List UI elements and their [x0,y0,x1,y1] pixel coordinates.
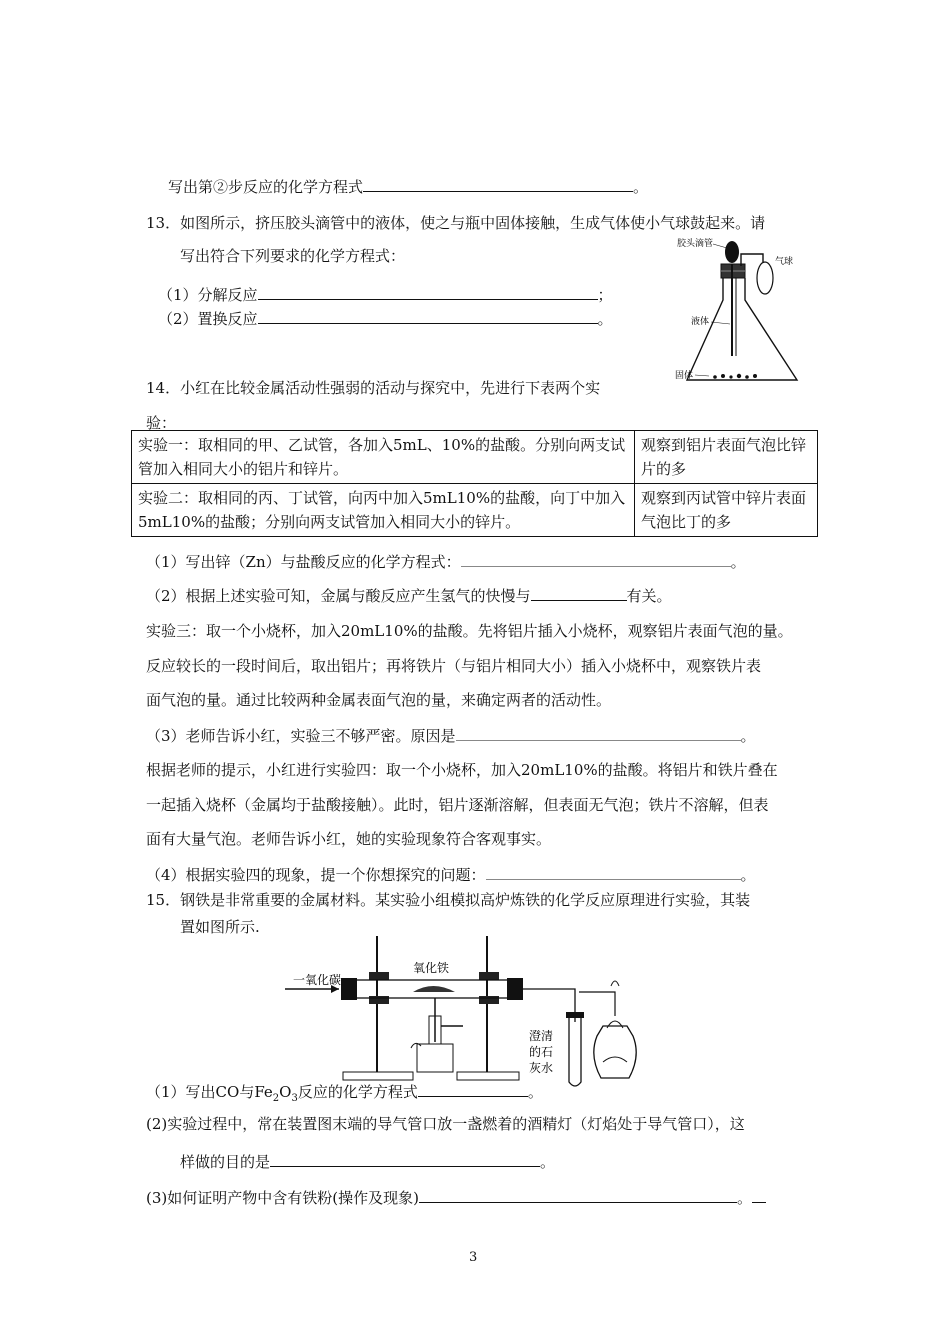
label-fe2o3: 氧化铁 [413,961,450,975]
q15-part1: （1）写出CO与$Fe_2O_3$反应的化学方程式 。 [146,1081,547,1109]
table-cell: 实验二：取相同的丙、丁试管，向丙中加入5mL10%的盐酸，向丁中加入5mL10%的盐酸；分别向两支试管加入相同大小的锌片。 [132,484,635,537]
q15-stem-2: 置如图所示. [180,918,260,936]
table-row [132,431,818,484]
label-co: 一氧化碳 [293,973,342,987]
q15-part3: (3)如何证明产物中含有铁粉(操作及现象) 。 [146,1187,766,1208]
q15-part2-b: 样做的目的是 。 [180,1153,556,1171]
q13-stem-2: 写出符合下列要求的化学方程式： [180,247,406,265]
table-row [132,484,818,537]
experiment-table [131,430,818,537]
answer-blank[interactable] [418,1081,528,1097]
furnace-apparatus-figure [285,932,650,1092]
exp3-line-3: 面气泡的量。通过比较两种金属表面气泡的量，来确定两者的活动性。 [146,691,612,709]
label-limewater-1: 澄清 [529,1029,554,1043]
step2-line: 写出第②步反应的化学方程式 。 [168,178,649,196]
q13-part1: （1）分解反应 ； [158,286,613,304]
q14-part2: （2）根据上述实验可知，金属与酸反应产生氢气的快慢与 有关。 [146,587,672,605]
q13-stem: 13．如图所示，挤压胶头滴管中的液体，使之与瓶中固体接触，生成气体使小气球鼓起来。请 [146,214,766,232]
table-cell: 观察到丙试管中锌片表面气泡比丁的多 [635,484,818,537]
label-liquid: 液体 [691,317,710,327]
exp4-line-1: 根据老师的提示，小红进行实验四：取一个小烧杯，加入20mL10%的盐酸。将铝片和铁片叠在 [146,761,778,779]
answer-blank[interactable] [461,551,731,567]
q14-stem-2: 验： [146,414,177,432]
table-cell: 实验一：取相同的甲、乙试管，各加入5mL、10%的盐酸。分别向两支试管加入相同大小的铝片和锌片。 [132,431,635,484]
answer-blank[interactable] [363,176,633,192]
exp3-line-1: 实验三：取一个小烧杯，加入20mL10%的盐酸。先将铝片插入小烧杯，观察铝片表面气泡的量。 [146,622,793,640]
q15-part2: (2)实验过程中，常在装置图末端的导气管口放一盏燃着的酒精灯（灯焰处于导气管口），这 [146,1115,745,1133]
exp3-line-2: 反应较长的一段时间后，取出铝片；再将铁片（与铝片相同大小）插入小烧杯中，观察铁片表 [146,657,762,675]
label-limewater-2: 的石 [529,1045,554,1059]
answer-blank[interactable] [752,1187,766,1203]
label-dropper: 胶头滴管 [677,239,714,249]
q14-stem: 14．小红在比较金属活动性强弱的活动与探究中，先进行下表两个实 [146,379,601,397]
table-cell: 观察到铝片表面气泡比锌片的多 [635,431,818,484]
answer-blank[interactable] [456,725,741,741]
exp4-line-3: 面有大量气泡。老师告诉小红，她的实验现象符合客观事实。 [146,830,552,848]
answer-blank[interactable] [258,284,598,300]
answer-blank[interactable] [531,585,627,601]
exp4-line-2: 一起插入烧杯（金属均于盐酸接触）。此时，铝片逐渐溶解，但表面无气泡；铁片不溶解，但表 [146,796,769,814]
q15-stem: 15．钢铁是非常重要的金属材料。某实验小组模拟高炉炼铁的化学反应原理进行实验，其装 [146,891,751,909]
answer-blank[interactable] [419,1187,737,1203]
page-number: 3 [469,1250,478,1265]
answer-blank[interactable] [270,1151,540,1167]
q13-part2: （2）置换反应 。 [158,310,613,328]
label-limewater-3: 灰水 [529,1061,554,1075]
q14-part4: （4）根据实验四的现象，提一个你想探究的问题： 。 [146,866,756,884]
q14-part1: （1）写出锌（Zn）与盐酸反应的化学方程式： 。 [146,553,746,571]
answer-blank[interactable] [258,308,598,324]
answer-blank[interactable] [486,864,741,880]
label-solid: 固体 [675,371,694,381]
q14-part3: （3）老师告诉小红，实验三不够严密。原因是 。 [146,727,756,745]
flask-apparatus-figure [675,232,815,388]
label-balloon: 气球 [775,257,794,267]
